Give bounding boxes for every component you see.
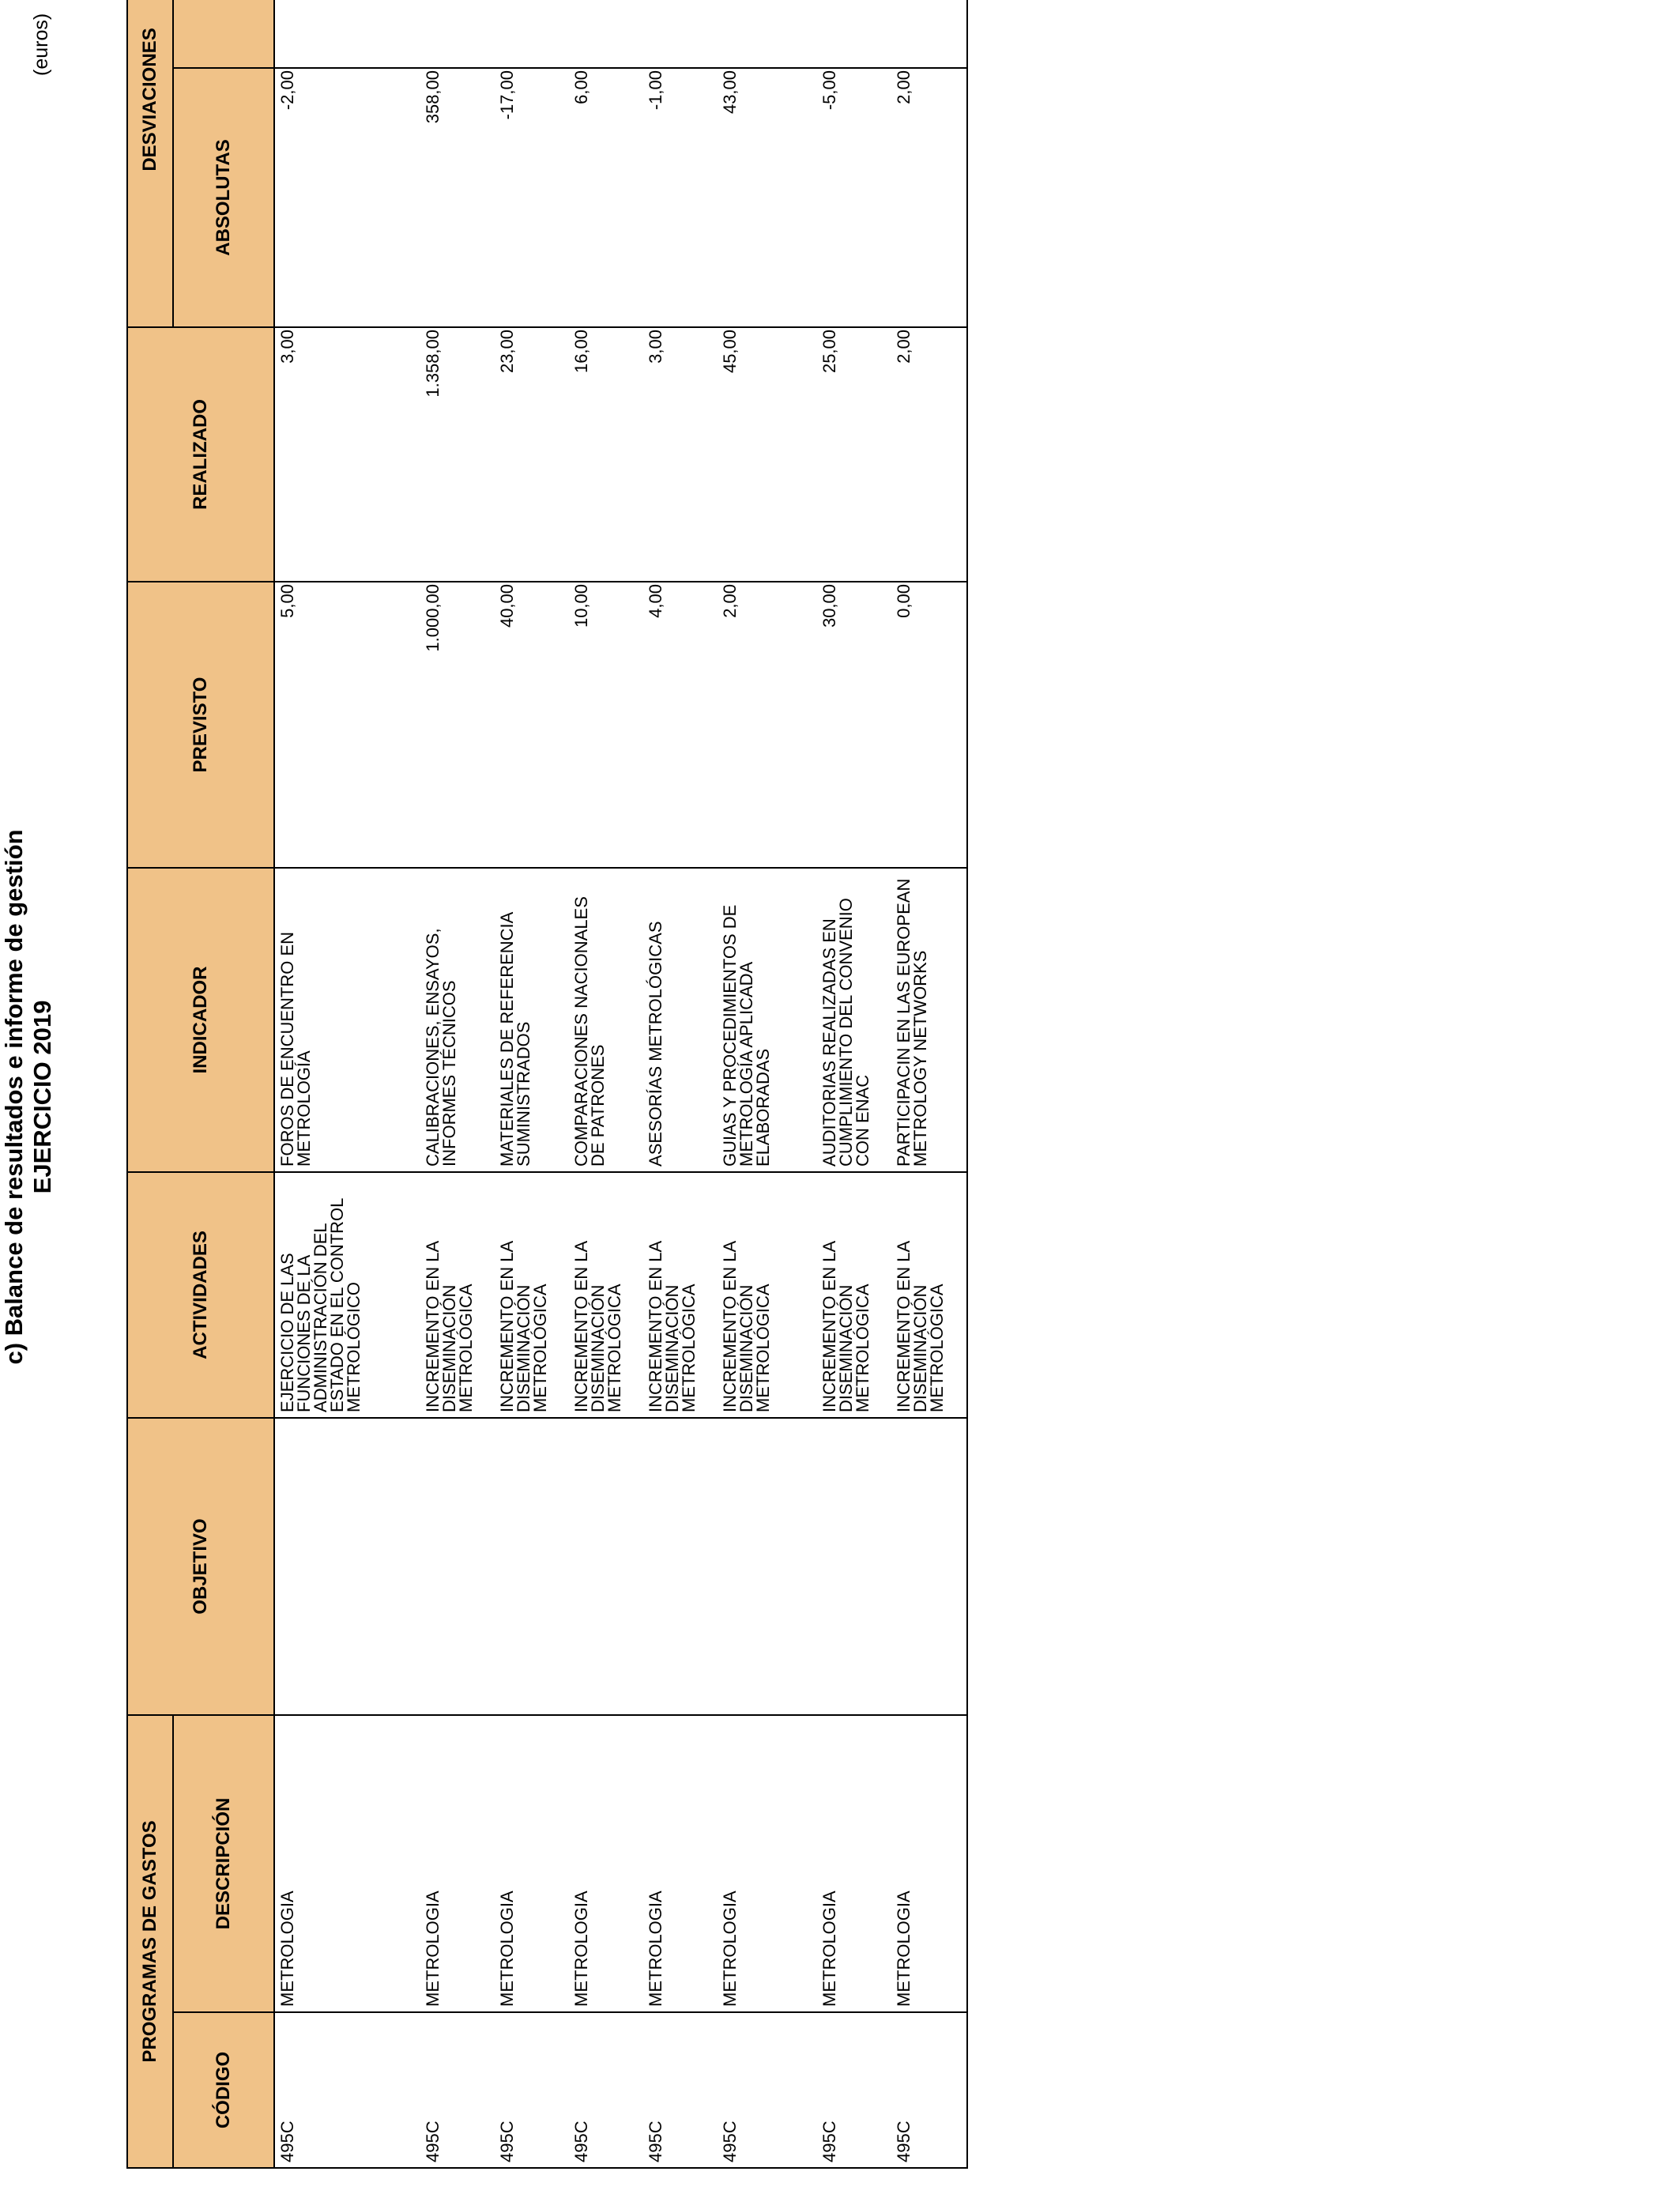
cell-actividades: INCREMENTO EN LA DISEMINACIÓN METROLÓGICA <box>420 1172 495 1418</box>
cell-previsto: 5,00 <box>274 582 420 868</box>
header-objetivo: OBJETIVO <box>127 1418 274 1715</box>
table-row <box>817 0 891 2168</box>
cell-absolutas: 6,00 <box>569 68 643 327</box>
cell-codigo: 495C <box>643 2012 718 2168</box>
cell-porcentaje <box>891 0 967 68</box>
cell-codigo: 495C <box>420 2012 495 2168</box>
cell-descripcion: METROLOGIA <box>643 1715 718 2012</box>
cell-objetivo <box>495 1418 569 1715</box>
cell-realizado: 23,00 <box>495 327 569 582</box>
cell-objetivo <box>274 1418 420 1715</box>
header-absolutas: ABSOLUTAS <box>173 68 274 327</box>
header-realizado: REALIZADO <box>127 327 274 582</box>
currency-unit: (euros) <box>30 13 52 76</box>
results-table <box>126 0 968 2169</box>
cell-absolutas: -5,00 <box>817 68 891 327</box>
cell-actividades: INCREMENTO EN LA DISEMINACIÓN METROLÓGICA <box>718 1172 817 1418</box>
cell-descripcion: METROLOGIA <box>274 1715 420 2012</box>
cell-objetivo <box>420 1418 495 1715</box>
table-row <box>891 0 967 2168</box>
cell-previsto: 4,00 <box>643 582 718 868</box>
header-codigo: CÓDIGO <box>173 2012 274 2168</box>
cell-actividades: INCREMENTO EN LA DISEMINACIÓN METROLÓGICA <box>569 1172 643 1418</box>
cell-actividades: INCREMENTO EN LA DISEMINACIÓN METROLÓGICA <box>817 1172 891 1418</box>
table-row <box>569 0 643 2168</box>
cell-realizado: 25,00 <box>817 327 891 582</box>
cell-descripcion: METROLOGIA <box>420 1715 495 2012</box>
cell-indicador: PARTICIPACIN EN LAS EUROPEAN METROLOGY NETWORKS <box>891 868 967 1172</box>
cell-objetivo <box>569 1418 643 1715</box>
cell-objetivo <box>718 1418 817 1715</box>
cell-realizado: 45,00 <box>718 327 817 582</box>
cell-indicador: CALIBRACIONES, ENSAYOS, INFORMES TÉCNICOS <box>420 868 495 1172</box>
cell-objetivo <box>817 1418 891 1715</box>
cell-realizado: 3,00 <box>643 327 718 582</box>
report-subtitle: EJERCICIO 2019 <box>28 1000 56 1194</box>
cell-indicador: ASESORÍAS METROLÓGICAS <box>643 868 718 1172</box>
cell-porcentaje <box>718 0 817 68</box>
cell-porcentaje <box>420 0 495 68</box>
cell-objetivo <box>891 1418 967 1715</box>
cell-indicador: AUDITORIAS REALIZADAS EN CUMPLIMIENTO DEL CONVENIO CON ENAC <box>817 868 891 1172</box>
report-title: c) Balance de resultados e informe de gestión <box>0 829 28 1365</box>
cell-indicador: GUIAS Y PROCEDIMIENTOS DE METROLOGÍA APLICADA ELABORADAS <box>718 868 817 1172</box>
cell-codigo: 495C <box>495 2012 569 2168</box>
cell-indicador: MATERIALES DE REFERENCIA SUMINISTRADOS <box>495 868 569 1172</box>
cell-codigo: 495C <box>274 2012 420 2168</box>
cell-descripcion: METROLOGIA <box>891 1715 967 2012</box>
cell-previsto: 2,00 <box>718 582 817 868</box>
cell-previsto: 0,00 <box>891 582 967 868</box>
cell-realizado: 2,00 <box>891 327 967 582</box>
cell-codigo: 495C <box>817 2012 891 2168</box>
cell-actividades: EJERCICIO DE LAS FUNCIONES DE LA ADMINISTRACIÓN DEL ESTADO EN EL CONTROL METROLÓGICO <box>274 1172 420 1418</box>
cell-descripcion: METROLOGIA <box>495 1715 569 2012</box>
cell-realizado: 3,00 <box>274 327 420 582</box>
cell-absolutas: 2,00 <box>891 68 967 327</box>
cell-absolutas: -1,00 <box>643 68 718 327</box>
cell-porcentaje <box>817 0 891 68</box>
cell-porcentaje <box>495 0 569 68</box>
table-row <box>420 0 495 2168</box>
cell-codigo: 495C <box>891 2012 967 2168</box>
cell-previsto: 30,00 <box>817 582 891 868</box>
cell-absolutas: -2,00 <box>274 68 420 327</box>
cell-descripcion: METROLOGIA <box>817 1715 891 2012</box>
header-previsto: PREVISTO <box>127 582 274 868</box>
cell-realizado: 16,00 <box>569 327 643 582</box>
table-row <box>643 0 718 2168</box>
table-row <box>274 0 420 2168</box>
cell-actividades: INCREMENTO EN LA DISEMINACIÓN METROLÓGICA <box>495 1172 569 1418</box>
cell-realizado: 1.358,00 <box>420 327 495 582</box>
cell-porcentaje <box>274 0 420 68</box>
cell-indicador: COMPARACIONES NACIONALES DE PATRONES <box>569 868 643 1172</box>
cell-codigo: 495C <box>569 2012 643 2168</box>
cell-porcentaje <box>643 0 718 68</box>
cell-absolutas: 358,00 <box>420 68 495 327</box>
cell-previsto: 40,00 <box>495 582 569 868</box>
header-descripcion: DESCRIPCIÓN <box>173 1715 274 2012</box>
cell-absolutas: 43,00 <box>718 68 817 327</box>
header-indicador: INDICADOR <box>127 868 274 1172</box>
cell-absolutas: -17,00 <box>495 68 569 327</box>
cell-actividades: INCREMENTO EN LA DISEMINACIÓN METROLÓGICA <box>643 1172 718 1418</box>
cell-previsto: 10,00 <box>569 582 643 868</box>
table-row <box>718 0 817 2168</box>
header-desviaciones: DESVIACIONES <box>127 0 173 327</box>
cell-codigo: 495C <box>718 2012 817 2168</box>
header-actividades: ACTIVIDADES <box>127 1172 274 1418</box>
header-programas: PROGRAMAS DE GASTOS <box>127 1715 173 2168</box>
cell-previsto: 1.000,00 <box>420 582 495 868</box>
table-row <box>495 0 569 2168</box>
cell-indicador: FOROS DE ENCUENTRO EN METROLOGÍA <box>274 868 420 1172</box>
cell-actividades: INCREMENTO EN LA DISEMINACIÓN METROLÓGICA <box>891 1172 967 1418</box>
cell-objetivo <box>643 1418 718 1715</box>
cell-descripcion: METROLOGIA <box>718 1715 817 2012</box>
cell-descripcion: METROLOGIA <box>569 1715 643 2012</box>
header-porcentaje <box>173 0 274 68</box>
cell-porcentaje <box>569 0 643 68</box>
